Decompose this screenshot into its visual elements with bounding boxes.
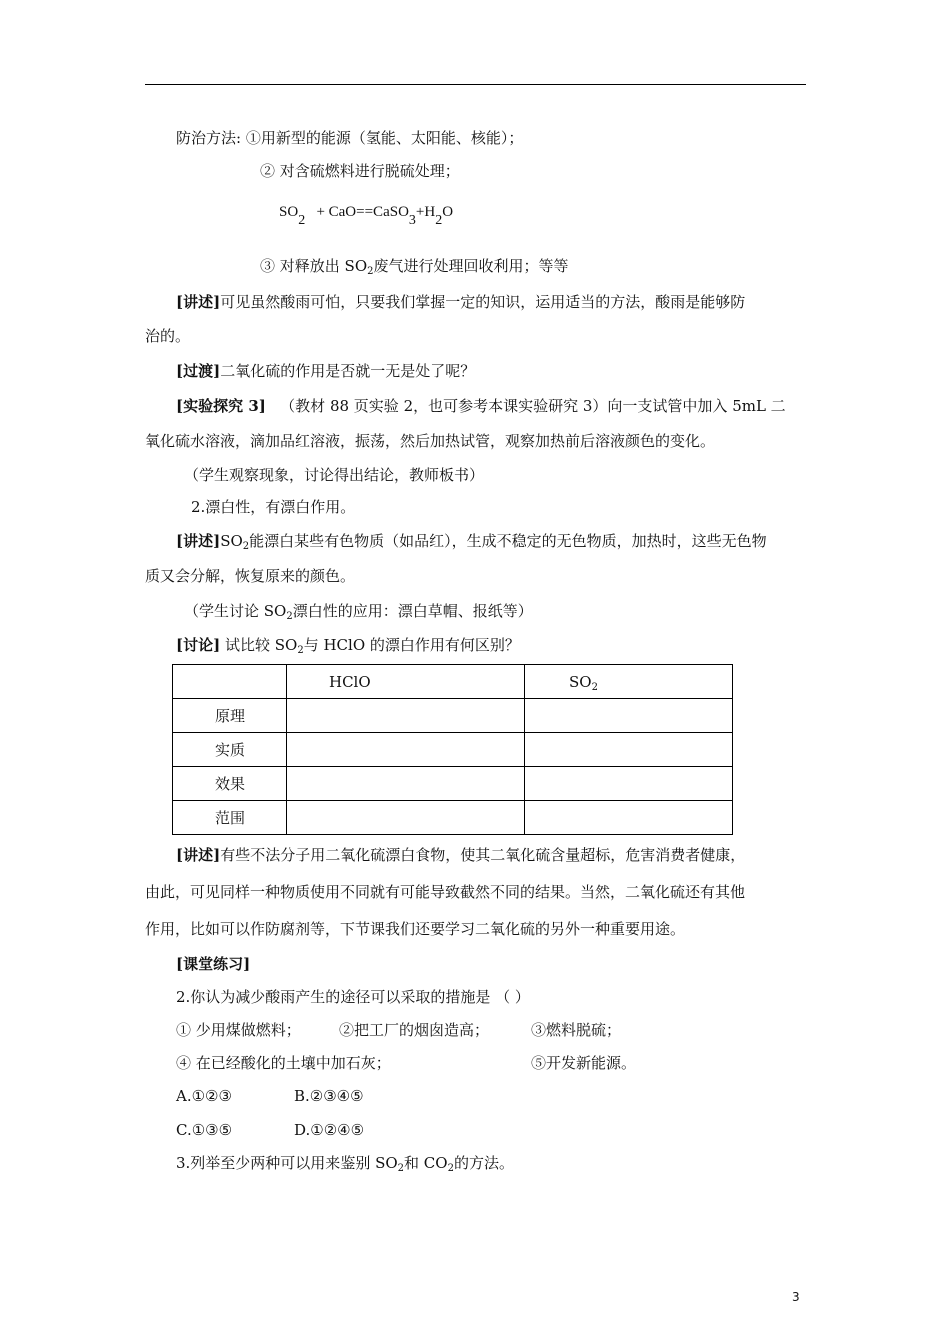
- table-header-so2: $SO_2$: [525, 665, 733, 699]
- table-cell: [287, 733, 525, 767]
- method-1: ①用新型的能源（氢能、太阳能、核能）；: [245, 129, 524, 147]
- page-number: 3: [792, 1290, 800, 1304]
- bleaching-point: 2.漂白性，有漂白作用。: [191, 498, 356, 516]
- option-3: ③燃料脱硫；: [531, 1021, 622, 1039]
- practice-title: [课堂练习]: [176, 955, 251, 973]
- option-4: ④ 在已经酸化的土壤中加石灰；: [176, 1054, 391, 1072]
- option-1: ① 少用煤做燃料；: [176, 1021, 301, 1039]
- transition-tag: [过渡]: [176, 362, 221, 380]
- discussion: [讨论] 试比较 $SO_2$与 HClO 的漂白作用有何区别？: [176, 636, 520, 656]
- table-row-label: 范围: [173, 801, 287, 835]
- lecture-tag: [讲述]: [176, 293, 221, 311]
- table-cell: [525, 767, 733, 801]
- table-cell: [287, 767, 525, 801]
- table-corner-cell: [173, 665, 287, 699]
- header-rule: [145, 84, 806, 85]
- discussion-tag: [讨论]: [176, 636, 221, 654]
- prevention-label: 防治方法:: [176, 129, 242, 147]
- lecture-3-cont-1: 由此，可见同样一种物质使用不同就有可能导致截然不同的结果。当然，二氧化硫还有其他: [145, 883, 746, 901]
- question-2: 2.你认为减少酸雨产生的途径可以采取的措施是 （ ）: [176, 988, 530, 1006]
- answer-a: A.①②③: [176, 1087, 232, 1105]
- table-row: [173, 699, 733, 733]
- answer-b: B.②③④⑤: [294, 1087, 364, 1105]
- table-cell: [525, 699, 733, 733]
- table-cell: [525, 801, 733, 835]
- table-row: [173, 733, 733, 767]
- lecture-3-cont-2: 作用，比如可以作防腐剂等，下节课我们还要学习二氧化硫的另外一种重要用途。: [145, 920, 686, 938]
- method-3: ③ 对释放出 $SO_2$废气进行处理回收利用；等等: [260, 257, 569, 277]
- lecture-2-cont: 质又会分解，恢复原来的颜色。: [145, 567, 356, 585]
- student-discuss: （学生讨论 $SO_2$漂白性的应用：漂白草帽、报纸等）: [184, 602, 533, 622]
- option-2: ②把工厂的烟囱造高；: [339, 1021, 490, 1039]
- lecture-2: [讲述]$SO_2$能漂白某些有色物质（如品红），生成不稳定的无色物质，加热时，这些无色物: [176, 532, 767, 552]
- lecture-1: [讲述]可见虽然酸雨可怕，只要我们掌握一定的知识，运用适当的方法，酸雨是能够防: [176, 293, 746, 311]
- table-row-label: 效果: [173, 767, 287, 801]
- table-row: [173, 801, 733, 835]
- lecture-3: [讲述]有些不法分子用二氧化硫漂白食物，使其二氧化硫含量超标，危害消费者健康，: [176, 846, 746, 864]
- answer-d: D.①②④⑤: [294, 1121, 365, 1139]
- prevention-line-1: [176, 128, 523, 148]
- lecture-1-cont: 治的。: [145, 327, 191, 345]
- answer-c: C.①③⑤: [176, 1121, 233, 1139]
- equation: $SO_2$ + $CaO==CaSO_3+H_2O$: [279, 204, 454, 228]
- lecture-tag: [讲述]: [176, 532, 221, 550]
- student-observe: （学生观察现象，讨论得出结论，教师板书）: [184, 466, 485, 484]
- table-cell: [525, 733, 733, 767]
- experiment-3-cont: 氧化硫水溶液，滴加品红溶液，振荡，然后加热试管，观察加热前后溶液颜色的变化。: [145, 432, 716, 450]
- table-row-label: 实质: [173, 733, 287, 767]
- table-header-row: [173, 665, 733, 699]
- experiment-3: [实验探究 3] （教材 88 页实验 2，也可参考本课实验研究 3）向一支试管中加入 5mL 二: [176, 397, 786, 415]
- transition: [过渡]二氧化硫的作用是否就一无是处了呢？: [176, 362, 476, 380]
- table-row-label: 原理: [173, 699, 287, 733]
- method-2: ② 对含硫燃料进行脱硫处理；: [260, 162, 460, 180]
- lecture-tag: [讲述]: [176, 846, 221, 864]
- comparison-table: [172, 664, 733, 835]
- question-3: 3.列举至少两种可以用来鉴别 $SO_2$和 $CO_2$的方法。: [176, 1154, 514, 1174]
- experiment-tag: [实验探究 3]: [176, 397, 266, 415]
- table-header-hclo: HClO: [287, 665, 525, 699]
- table-cell: [287, 699, 525, 733]
- table-row: [173, 767, 733, 801]
- table-cell: [287, 801, 525, 835]
- option-5: ⑤开发新能源。: [531, 1054, 637, 1072]
